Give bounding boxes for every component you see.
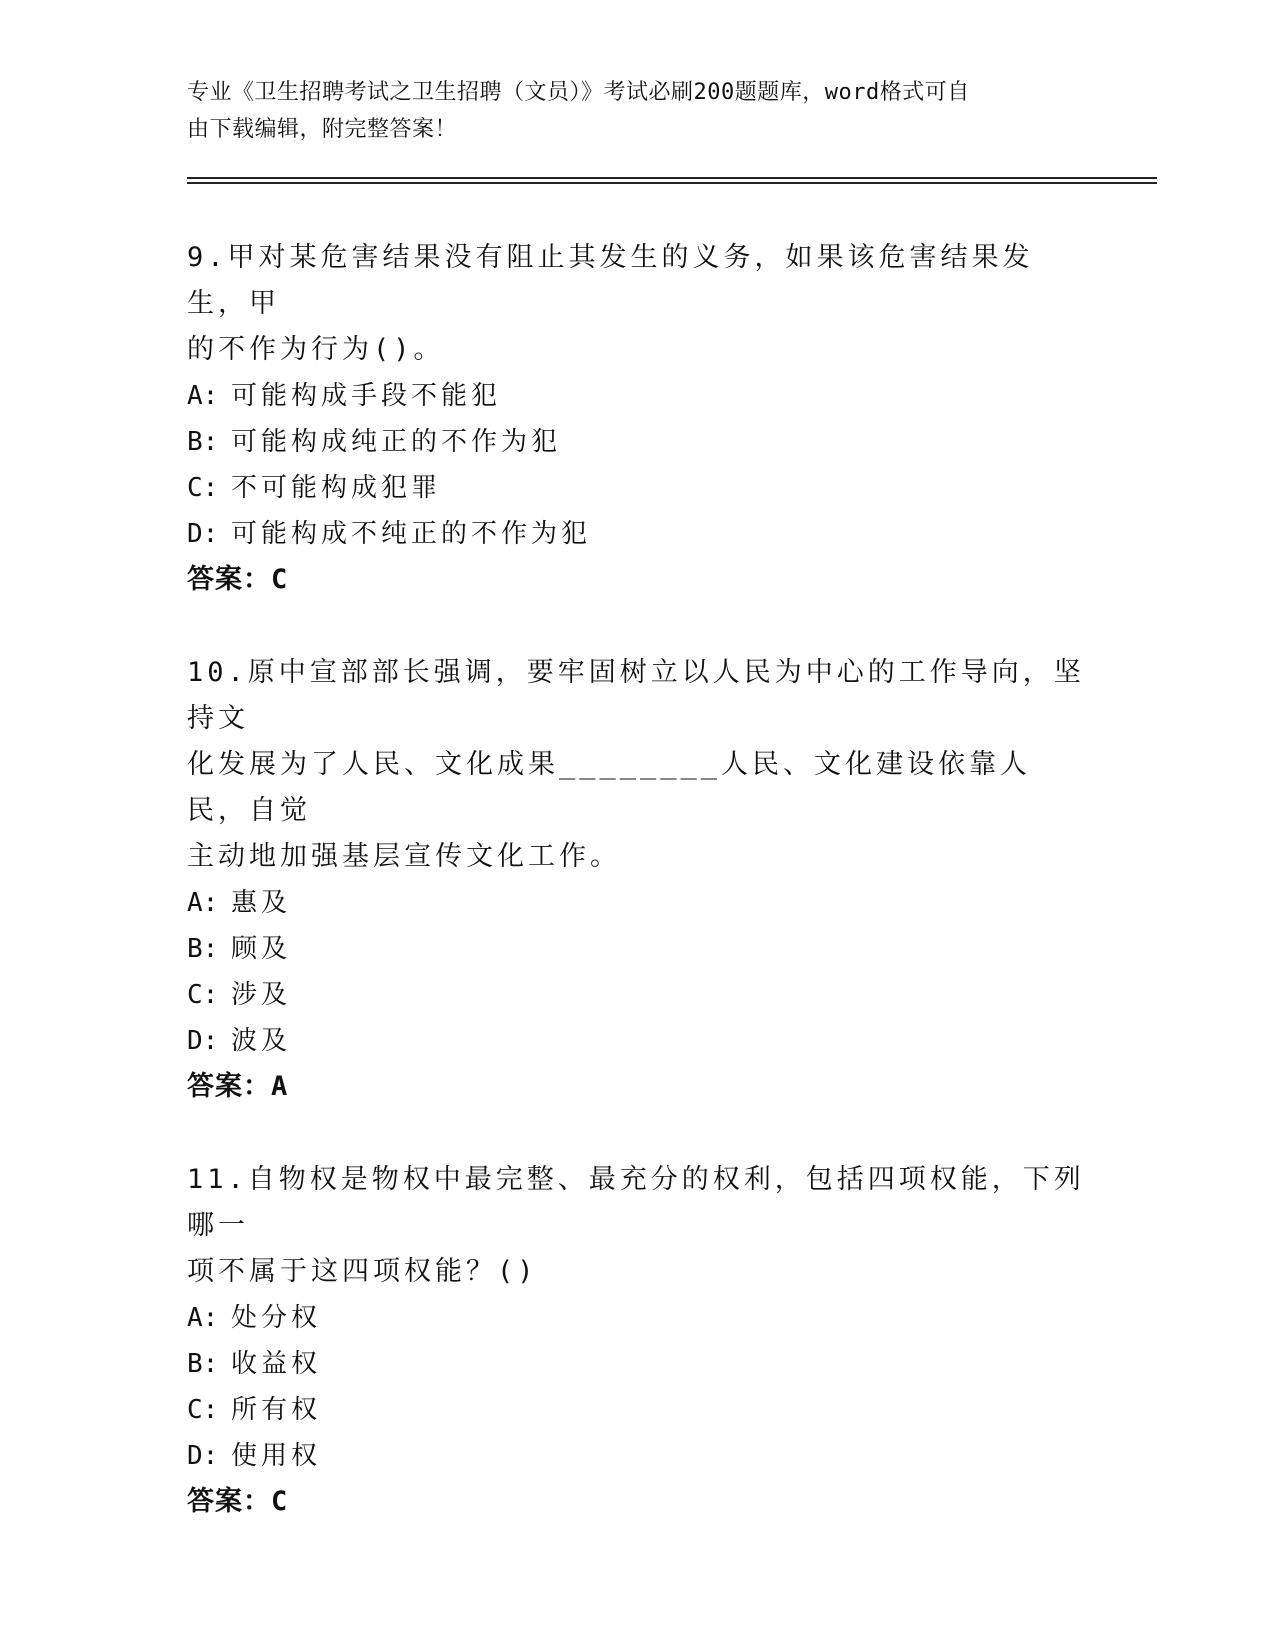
- option-c: [187, 1387, 1087, 1433]
- question-11: [187, 1157, 1087, 1525]
- answer-label: 答案：C: [187, 1486, 289, 1517]
- question-text-line: 主动地加强基层宣传文化工作。: [187, 841, 621, 872]
- option-b: [187, 926, 1087, 972]
- option-text: 涉及: [231, 980, 292, 1010]
- option-d: [187, 1018, 1087, 1064]
- option-c: [187, 465, 1087, 511]
- question-text-line: 化发展为了人民、文化成果________人民、文化建设依靠人民，自觉: [187, 749, 1032, 826]
- option-text: 所有权: [231, 1395, 322, 1425]
- option-key: D:: [187, 1026, 219, 1056]
- option-d: [187, 511, 1087, 557]
- option-text: 收益权: [231, 1349, 322, 1379]
- header-divider-top: [187, 177, 1157, 179]
- question-text-line: 9.甲对某危害结果没有阻止其发生的义务，如果该危害结果发生，甲: [187, 242, 1034, 319]
- option-key: B:: [187, 934, 219, 964]
- header-line-1: 专业《卫生招聘考试之卫生招聘（文员）》考试必刷200题题库，word格式可自: [187, 80, 970, 105]
- option-key: B:: [187, 1349, 219, 1379]
- header-divider-bottom: [187, 182, 1157, 184]
- option-key: A:: [187, 381, 219, 411]
- option-key: C:: [187, 1395, 219, 1425]
- question-9: [187, 235, 1087, 603]
- question-text-line: 的不作为行为()。: [187, 334, 445, 365]
- option-text: 处分权: [231, 1303, 322, 1333]
- option-key: C:: [187, 473, 219, 503]
- option-key: C:: [187, 980, 219, 1010]
- option-b: [187, 1341, 1087, 1387]
- option-text: 可能构成不纯正的不作为犯: [231, 519, 592, 549]
- question-text-line: 10.原中宣部部长强调，要牢固树立以人民为中心的工作导向，坚持文: [187, 657, 1085, 734]
- question-10: [187, 650, 1087, 1110]
- option-text: 可能构成手段不能犯: [231, 381, 502, 411]
- option-a: [187, 880, 1087, 926]
- option-key: A:: [187, 888, 219, 918]
- option-text: 不可能构成犯罪: [231, 473, 442, 503]
- option-key: B:: [187, 427, 219, 457]
- option-key: D:: [187, 1441, 219, 1471]
- option-a: [187, 1295, 1087, 1341]
- header-line-2: 由下载编辑，附完整答案！: [187, 117, 458, 142]
- option-text: 顾及: [231, 934, 292, 964]
- answer-label: 答案：C: [187, 564, 289, 595]
- option-text: 波及: [231, 1026, 292, 1056]
- option-d: [187, 1433, 1087, 1479]
- option-text: 可能构成纯正的不作为犯: [231, 427, 562, 457]
- option-text: 惠及: [231, 888, 292, 918]
- option-text: 使用权: [231, 1441, 322, 1471]
- document-header: [187, 74, 1067, 148]
- question-text-line: 11.自物权是物权中最完整、最充分的权利，包括四项权能，下列哪一: [187, 1164, 1085, 1241]
- option-a: [187, 373, 1087, 419]
- option-key: D:: [187, 519, 219, 549]
- option-b: [187, 419, 1087, 465]
- question-text-line: 项不属于这四项权能？(): [187, 1256, 538, 1287]
- answer-label: 答案：A: [187, 1071, 289, 1102]
- question-list: [187, 235, 1087, 1572]
- option-c: [187, 972, 1087, 1018]
- option-key: A:: [187, 1303, 219, 1333]
